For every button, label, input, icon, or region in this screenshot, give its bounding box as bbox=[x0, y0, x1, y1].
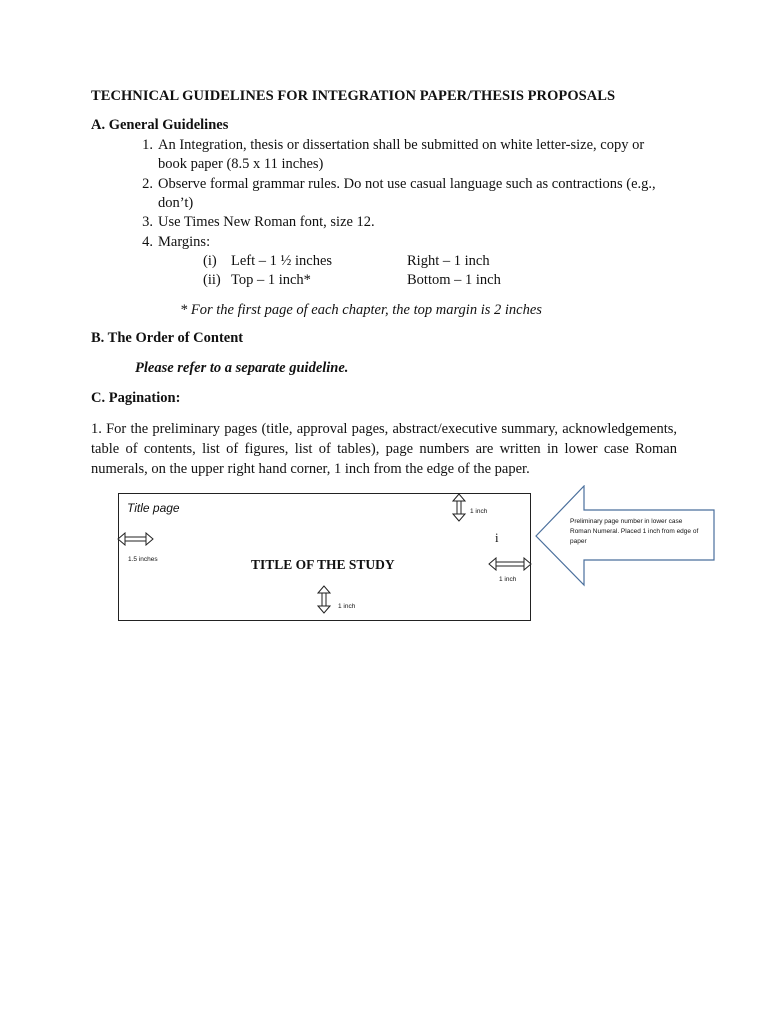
bottom-margin-label: 1 inch bbox=[338, 603, 356, 610]
study-title: TITLE OF THE STUDY bbox=[251, 557, 395, 572]
section-c-heading: C. Pagination: bbox=[91, 390, 181, 406]
bottom-margin-arrow-icon bbox=[317, 585, 331, 615]
callout-text bbox=[570, 517, 698, 547]
margin-bottom-value: Bottom – 1 inch bbox=[407, 272, 501, 288]
item-number: 2. bbox=[142, 176, 153, 192]
section-a-heading: A. General Guidelines bbox=[91, 117, 229, 133]
right-margin-label: 1 inch bbox=[499, 576, 517, 583]
left-margin-arrow-icon bbox=[117, 532, 157, 546]
pagination-paragraph: 1. For the preliminary pages (title, approval pages, abstract/executive summary, acknowledgements, table of contents, list of figures, list of tables), page numbers are written in lower case Roman numerals, on the upper right hand corner, 1 inch from the edge of the paper. bbox=[91, 421, 677, 477]
left-margin-label: 1.5 inches bbox=[128, 556, 158, 563]
title-page-diagram bbox=[118, 493, 531, 621]
item-number: 1. bbox=[142, 137, 153, 153]
item-text-continued: don’t) bbox=[158, 195, 194, 211]
margin-footnote: * For the first page of each chapter, the top margin is 2 inches bbox=[180, 302, 542, 318]
callout-line: Roman Numeral. Placed 1 inch from edge of bbox=[570, 528, 699, 535]
title-page-label: Title page bbox=[127, 501, 180, 515]
roman-page-number: i bbox=[495, 530, 499, 545]
margin-left-value: Left – 1 ½ inches bbox=[231, 253, 333, 269]
callout-line: Preliminary page number in lower case bbox=[570, 518, 683, 525]
top-margin-arrow-icon bbox=[452, 493, 466, 523]
item-text: An Integration, thesis or dissertation shall be submitted on white letter-size, copy or bbox=[158, 137, 645, 153]
margin-roman: (ii) bbox=[203, 272, 221, 288]
document-title: TECHNICAL GUIDELINES FOR INTEGRATION PAPER/THESIS PROPOSALS bbox=[91, 88, 616, 104]
top-margin-label: 1 inch bbox=[470, 508, 488, 515]
section-b-note: Please refer to a separate guideline. bbox=[135, 360, 349, 376]
item-text: Margins: bbox=[158, 234, 211, 250]
margin-top-value: Top – 1 inch* bbox=[231, 272, 311, 288]
margin-roman: (i) bbox=[203, 253, 217, 269]
section-b-heading: B. The Order of Content bbox=[91, 330, 244, 346]
margin-right-value: Right – 1 inch bbox=[407, 253, 490, 269]
item-number: 4. bbox=[142, 234, 153, 250]
item-text-continued: book paper (8.5 x 11 inches) bbox=[158, 156, 324, 172]
item-text: Observe formal grammar rules. Do not use casual language such as contractions (e.g., bbox=[158, 176, 656, 192]
callout-line: paper bbox=[570, 538, 587, 545]
item-number: 3. bbox=[142, 214, 153, 230]
item-text: Use Times New Roman font, size 12. bbox=[158, 214, 375, 230]
right-margin-arrow-icon bbox=[488, 557, 532, 571]
